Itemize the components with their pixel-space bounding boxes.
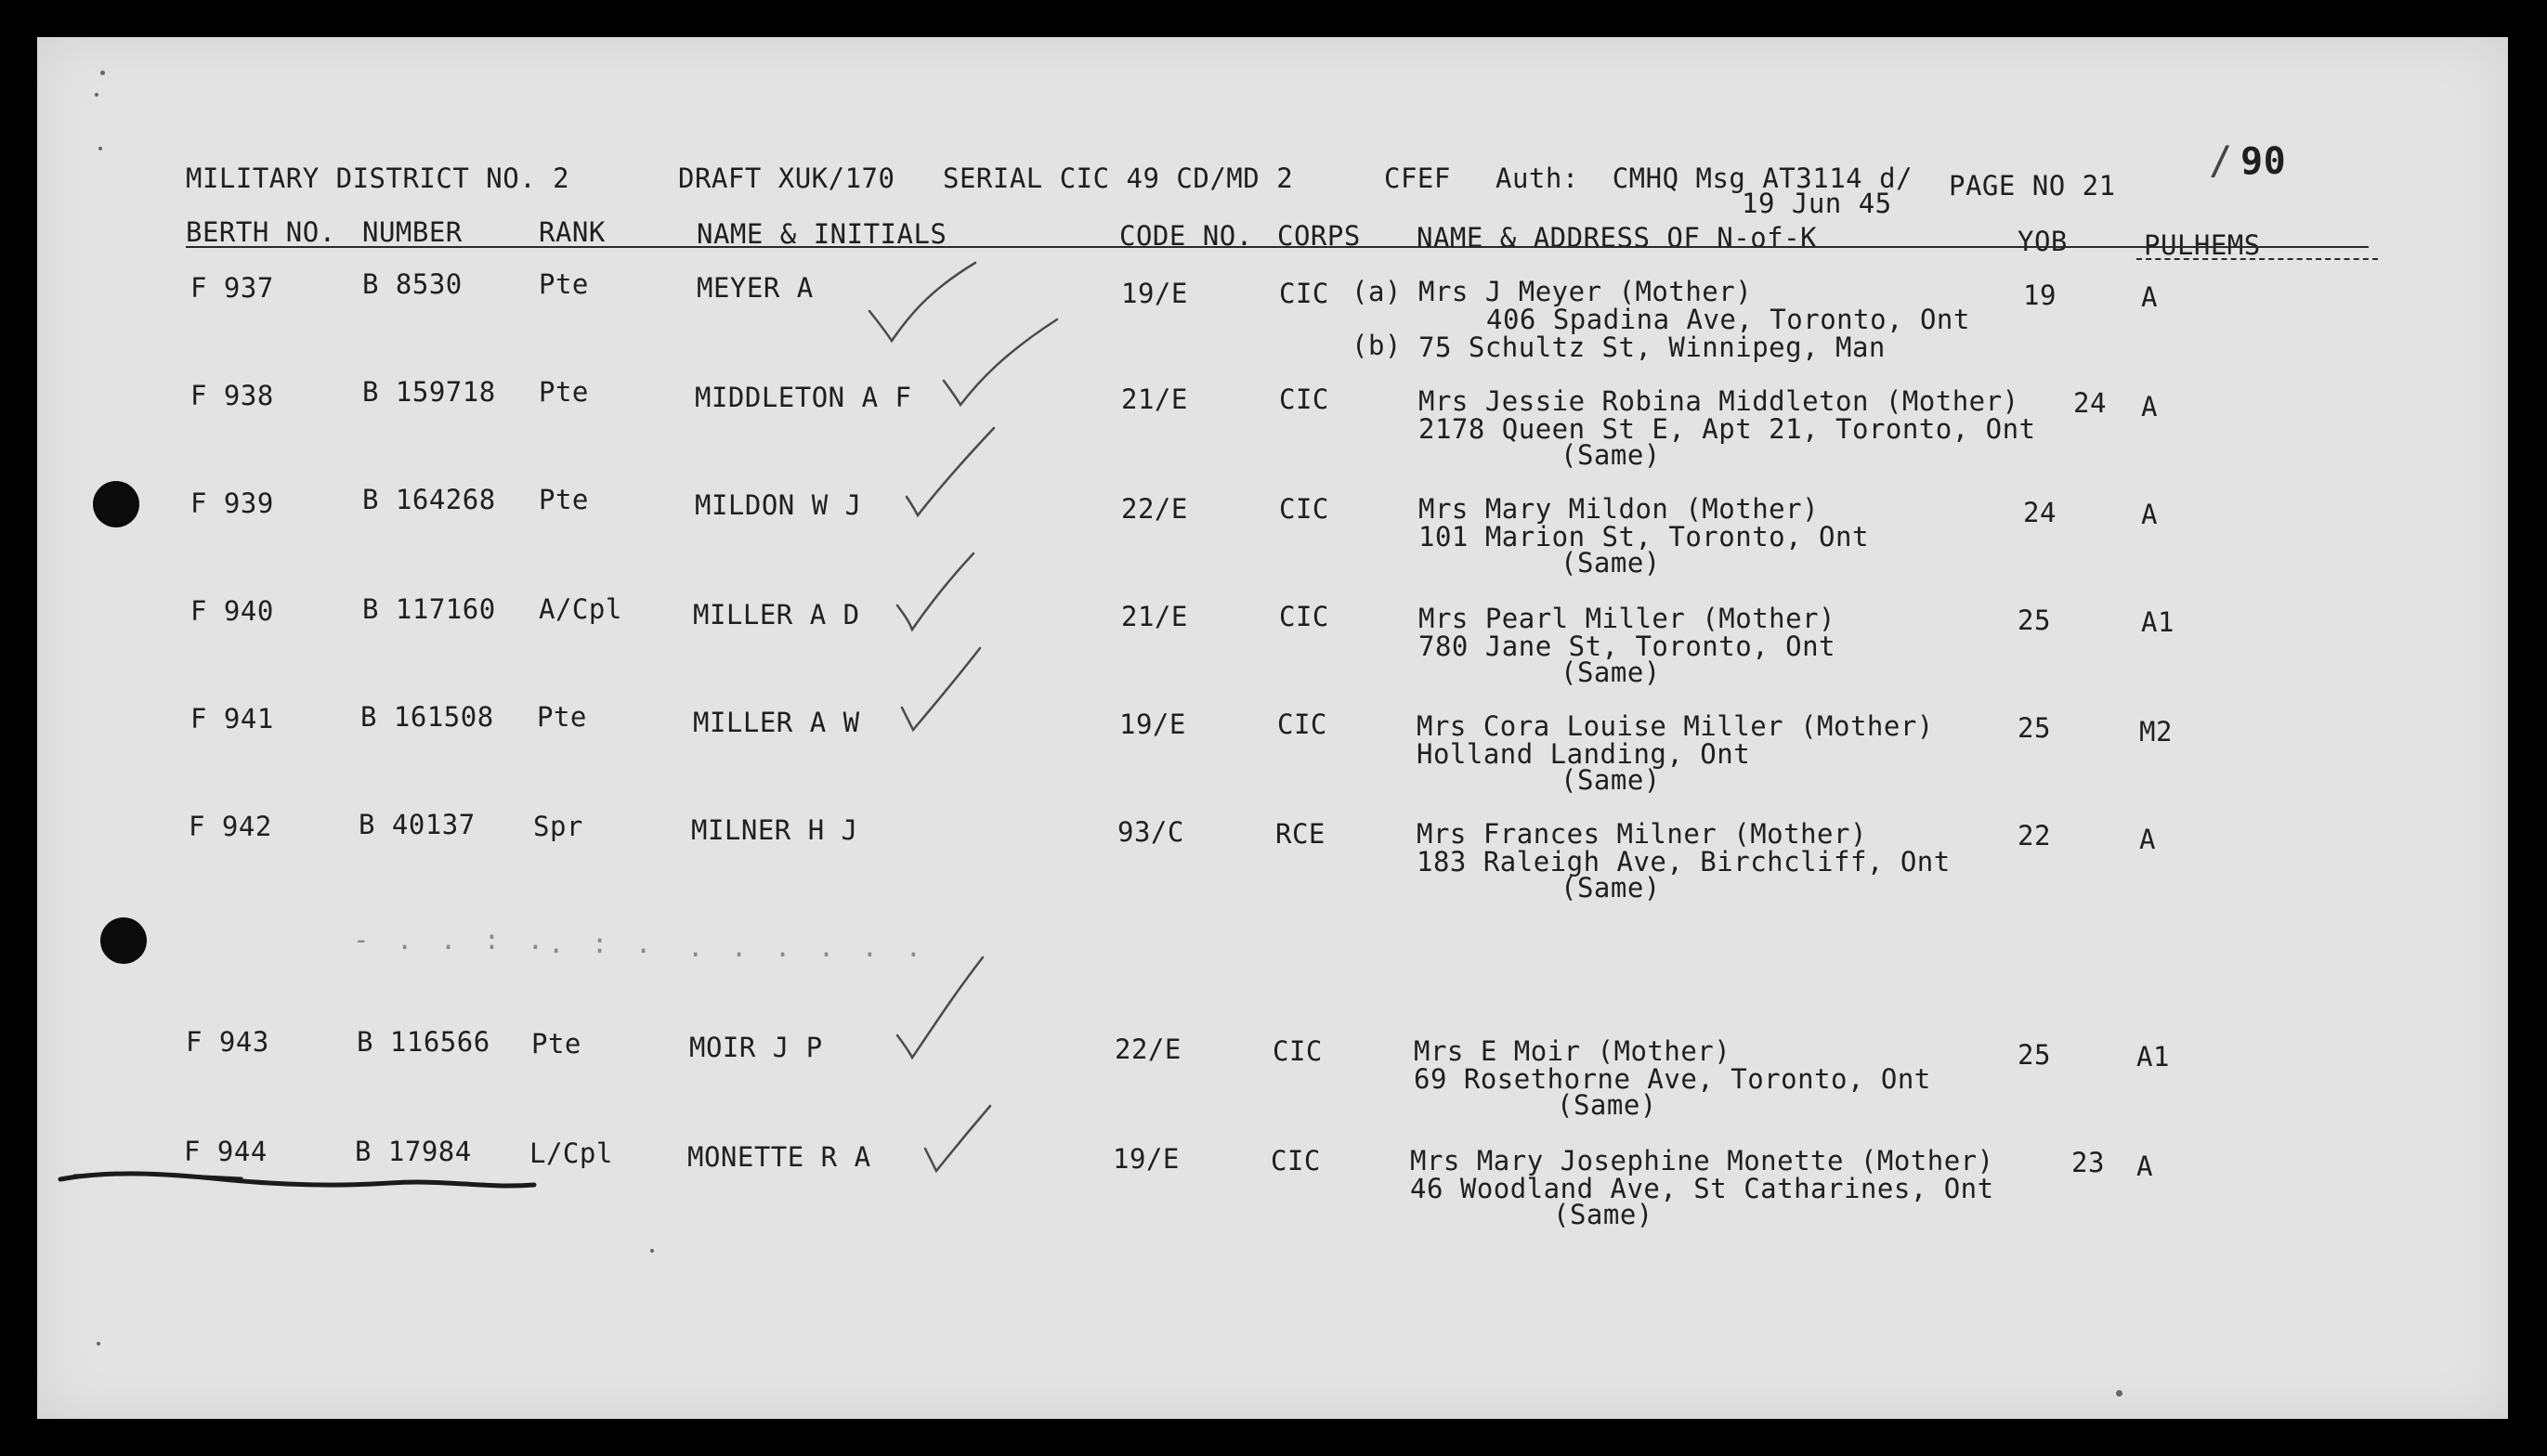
code-cell: 22/E	[1121, 493, 1188, 525]
rank-cell: Pte	[537, 701, 587, 733]
speck	[100, 71, 105, 75]
col-header-pulhems: PULHEMS	[2144, 229, 2261, 261]
berth-cell: F 942	[189, 811, 272, 842]
nok-line-2: 2178 Queen St E, Apt 21, Toronto, Ont	[1418, 413, 2036, 445]
pulhems-cell: A	[2141, 281, 2158, 313]
rank-cell: Pte	[539, 376, 589, 408]
header-rule-dashed	[2136, 258, 2378, 260]
rank-cell: Pte	[539, 484, 589, 515]
rank-cell: L/Cpl	[529, 1138, 613, 1169]
rank-cell: Pte	[531, 1028, 581, 1060]
header-rule	[186, 246, 2369, 248]
check-mark-icon	[901, 422, 1031, 525]
nok-prefix-b: (b)	[1352, 330, 1402, 361]
code-cell: 21/E	[1121, 384, 1188, 415]
nok-line-3: (Same)	[1561, 439, 1661, 471]
corps-cell: RCE	[1275, 818, 1326, 850]
authority: Auth: CMHQ Msg AT3114 d/	[1496, 162, 1913, 194]
nok-line-1: Mrs Mary Mildon (Mother)	[1418, 493, 1820, 525]
code-cell: 19/E	[1119, 708, 1186, 740]
nok-line-3: (Same)	[1553, 1199, 1653, 1230]
yob-cell: 22	[2018, 820, 2051, 852]
nok-line-3: 75 Schultz St, Winnipeg, Man	[1418, 332, 1886, 363]
berth-cell: F 938	[190, 380, 274, 411]
nok-line-1: Mrs Cora Louise Miller (Mother)	[1417, 710, 1934, 742]
yob-cell: 25	[2018, 604, 2051, 636]
punch-hole-top	[93, 481, 139, 527]
nok-line-2: 406 Spadina Ave, Toronto, Ont	[1486, 304, 1970, 335]
berth-cell: F 939	[190, 488, 274, 519]
number-cell: B 116566	[357, 1026, 490, 1058]
berth-cell: F 940	[190, 595, 274, 627]
code-cell: 19/E	[1121, 278, 1188, 309]
col-header-corps: CORPS	[1277, 220, 1361, 252]
corps-cell: CIC	[1279, 493, 1329, 525]
col-header-berth: BERTH NO.	[186, 216, 336, 248]
nok-line-1: Mrs Mary Josephine Monette (Mother)	[1410, 1145, 1994, 1176]
pulhems-cell: A	[2136, 1150, 2153, 1182]
yob-cell: 19	[2023, 280, 2057, 311]
check-mark-icon	[892, 952, 1012, 1072]
berth-cell: F 941	[190, 703, 274, 734]
check-mark-icon	[920, 1100, 1022, 1193]
nok-line-2: 183 Raleigh Ave, Birchcliff, Ont	[1417, 846, 1951, 878]
speck	[2116, 1390, 2122, 1397]
code-cell: 19/E	[1113, 1143, 1180, 1175]
faint-marks: . . . . . .	[687, 931, 928, 963]
pulhems-cell: M2	[2139, 716, 2173, 748]
corps-cell: CIC	[1279, 601, 1329, 632]
corps-cell: CIC	[1277, 708, 1327, 740]
code-cell: 21/E	[1121, 601, 1188, 632]
name-cell: MILNER H J	[691, 814, 858, 846]
folio-mark: /	[2209, 137, 2233, 183]
name-cell: MONETTE R A	[687, 1141, 871, 1173]
pulhems-cell: A1	[2136, 1041, 2170, 1072]
rank-cell: A/Cpl	[539, 593, 622, 625]
corps-cell: CIC	[1279, 384, 1329, 415]
number-cell: B 8530	[362, 268, 463, 300]
nok-line-1: Mrs J Meyer (Mother)	[1418, 276, 1753, 307]
corps-cell: CIC	[1271, 1145, 1321, 1176]
authority-date: 19 Jun 45	[1742, 188, 1892, 219]
ink-smudge	[56, 1161, 539, 1198]
code-cell: 93/C	[1117, 816, 1184, 848]
yob-cell: 25	[2018, 712, 2051, 744]
nok-line-2: 46 Woodland Ave, St Catharines, Ont	[1410, 1173, 1994, 1204]
nok-line-2: 780 Jane St, Toronto, Ont	[1418, 630, 1835, 662]
name-cell: MOIR J P	[689, 1032, 823, 1063]
col-header-rank: RANK	[539, 216, 606, 248]
yob-cell: 25	[2018, 1039, 2051, 1071]
speck	[98, 147, 102, 150]
number-cell: B 117160	[362, 593, 496, 625]
punch-hole-bottom	[100, 917, 147, 964]
nok-line-3: (Same)	[1561, 764, 1661, 796]
col-header-nok: NAME & ADDRESS OF N-of-K	[1417, 222, 1818, 254]
page-number: PAGE NO 21	[1949, 170, 2116, 202]
corps-cell: CIC	[1279, 278, 1329, 309]
col-header-name: NAME & INITIALS	[697, 218, 947, 250]
number-cell: B 159718	[362, 376, 496, 408]
district-title: MILITARY DISTRICT NO. 2	[186, 162, 570, 194]
berth-cell: F 944	[184, 1136, 268, 1167]
nok-line-3: (Same)	[1561, 547, 1661, 578]
nok-line-1: Mrs Jessie Robina Middleton (Mother)	[1418, 385, 2019, 417]
col-header-number: NUMBER	[362, 216, 463, 248]
folio-number: 90	[2240, 140, 2287, 183]
check-mark-icon	[896, 641, 1017, 743]
name-cell: MILDON W J	[695, 489, 862, 521]
serial-number: SERIAL CIC 49 CD/MD 2	[943, 162, 1294, 194]
faint-marks: . : .	[548, 928, 658, 959]
rank-cell: Spr	[533, 811, 583, 842]
number-cell: B 164268	[362, 484, 496, 515]
speck	[650, 1249, 654, 1253]
speck	[95, 93, 98, 97]
nok-line-1: Mrs Frances Milner (Mother)	[1417, 818, 1867, 850]
nok-line-1: Mrs E Moir (Mother)	[1414, 1035, 1731, 1067]
speck	[97, 1342, 100, 1346]
name-cell: MILLER A W	[693, 707, 860, 738]
yob-cell: 23	[2071, 1147, 2105, 1178]
number-cell: B 17984	[355, 1136, 472, 1167]
col-header-code: CODE NO.	[1119, 220, 1253, 252]
pulhems-cell: A	[2141, 391, 2158, 422]
number-cell: B 40137	[359, 809, 476, 840]
pulhems-cell: A1	[2141, 606, 2175, 638]
code-cell: 22/E	[1115, 1034, 1182, 1065]
berth-cell: F 937	[190, 272, 274, 304]
pulhems-cell: A	[2141, 499, 2158, 530]
name-cell: MEYER A	[697, 272, 814, 304]
nok-prefix-a: (a)	[1352, 276, 1402, 307]
check-mark-icon	[892, 548, 1012, 650]
faint-marks: - . . : .	[353, 924, 550, 956]
nok-line-2: Holland Landing, Ont	[1417, 738, 1751, 770]
name-cell: MILLER A D	[693, 599, 860, 630]
nok-line-1: Mrs Pearl Miller (Mother)	[1418, 603, 1835, 634]
force-code: CFEF	[1384, 162, 1451, 194]
nok-line-3: (Same)	[1561, 656, 1661, 688]
draft-number: DRAFT XUK/170	[678, 162, 895, 194]
check-mark-icon	[938, 316, 1068, 418]
col-header-yob: YOB	[2018, 226, 2068, 257]
number-cell: B 161508	[360, 701, 494, 733]
corps-cell: CIC	[1273, 1035, 1323, 1067]
yob-cell: 24	[2073, 387, 2107, 419]
nok-line-2: 101 Marion St, Toronto, Ont	[1418, 521, 1869, 552]
nok-line-3: (Same)	[1557, 1089, 1657, 1121]
nok-line-2: 69 Rosethorne Ave, Toronto, Ont	[1414, 1063, 1931, 1095]
yob-cell: 24	[2023, 497, 2057, 528]
nok-line-3: (Same)	[1561, 872, 1661, 904]
pulhems-cell: A	[2139, 824, 2156, 855]
berth-cell: F 943	[186, 1026, 269, 1058]
name-cell: MIDDLETON A F	[695, 382, 912, 413]
rank-cell: Pte	[539, 268, 589, 300]
